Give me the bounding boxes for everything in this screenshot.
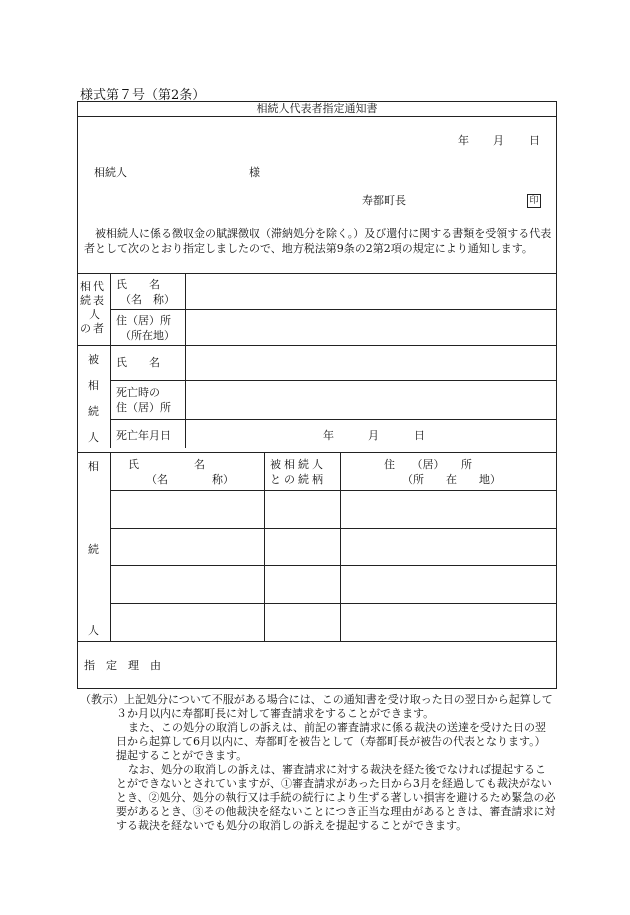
rep-name-label: 氏 名	[116, 278, 160, 291]
form-number: 様式第７号（第2条）	[80, 88, 206, 103]
deceased-bottom-line	[77, 452, 557, 453]
heirs-row-line-3	[110, 603, 557, 604]
notice-paragraph-3: なお、処分の取消しの訴えは、審査請求に対する裁決を経た後でなければ提起することができないとされていますが、①審査請求があった日から3月を経過しても裁決がないとき、②処分、処分の執行又は手続の続行により生ずる著しい損害を避けるため緊急の必要があるとき、③その他裁決を経ないことにつき正当な理由があるときは、審査請求に対する裁決を経ないでも処分の取消しの訴えを提起することができます。	[116, 763, 556, 832]
issuer-name: 寿都町長	[362, 194, 406, 207]
heirs-row-line-1	[110, 528, 557, 529]
rep-side-label-4: の者	[80, 322, 106, 335]
appeal-notice	[80, 693, 556, 833]
heirs-rel-col-line	[340, 452, 341, 641]
death-date-month: 月	[368, 429, 379, 442]
document-title: 相続人代表者指定通知書	[256, 102, 378, 115]
heirs-bottom-line	[77, 641, 557, 642]
rep-side-label-1: 相代	[80, 280, 106, 293]
date-month: 月	[493, 134, 504, 147]
rep-bottom-line	[77, 345, 557, 346]
heirs-left-col-line	[110, 452, 111, 641]
heirs-side-char-1: 相	[88, 460, 99, 473]
date-day: 日	[529, 134, 540, 147]
deceased-address-label-2: 住（居）所	[116, 401, 171, 414]
heirs-row-line-2	[110, 565, 557, 566]
designation-reason-label: 指 定 理 由	[84, 659, 161, 672]
addressee-honorific: 様	[249, 166, 260, 179]
death-date-year: 年	[323, 429, 334, 442]
left-col-line	[110, 273, 111, 448]
heirs-col-address-sub: （所 在 地）	[402, 473, 501, 486]
rep-name-sub: （名 称）	[120, 293, 175, 306]
heirs-side-char-2: 続	[88, 543, 99, 556]
rep-address-label: 住（居）所	[116, 314, 171, 327]
heirs-col-name: 氏 名	[128, 458, 205, 471]
intro-paragraph: 被相続人に係る徴収金の賦課徴収（滞納処分を除く。）及び還付に関する書類を受領する代表者として次のとおり指定しましたので、地方税法第9条の2第2項の規定により通知します。	[84, 227, 552, 255]
death-date-label: 死亡年月日	[116, 429, 171, 442]
heirs-header-line	[110, 490, 557, 491]
rep-top-line	[77, 273, 557, 274]
date-year: 年	[458, 134, 469, 147]
deceased-side-char-2: 相	[88, 379, 99, 392]
rep-side-label-3: 人	[89, 308, 100, 321]
heirs-col-address: 住 （居） 所	[384, 458, 472, 471]
notice-paragraph-2: また、この処分の取消しの訴えは、前記の審査請求に係る裁決の送達を受けた日の翌日から起算して6月以内に、寿都町を被告として（寿都町長が被告の代表となります。）提起することができます。	[116, 721, 546, 762]
deceased-side-char-1: 被	[88, 353, 99, 366]
heirs-col-name-sub: （名 称）	[146, 473, 234, 486]
label-col-line	[185, 273, 186, 448]
deceased-addr-line	[110, 419, 557, 420]
seal-mark: 印	[527, 194, 541, 208]
notice-prefix: （教示）	[80, 693, 124, 706]
deceased-side-char-4: 人	[88, 431, 99, 444]
heirs-name-col-line	[264, 452, 265, 641]
deceased-side-char-3: 続	[88, 405, 99, 418]
rep-address-sub: （所在地）	[120, 329, 175, 342]
addressee-label: 相続人	[94, 166, 127, 179]
deceased-address-label: 死亡時の	[116, 386, 160, 399]
heirs-col-relationship-sub: との続柄	[270, 473, 326, 486]
notice-paragraph-1: 上記処分について不服がある場合には、この通知書を受け取った日の翌日から起算して３か月以内に寿都町長に対して審査請求をすることができます。	[116, 693, 553, 720]
title-row-line	[77, 116, 557, 117]
deceased-name-label: 氏 名	[116, 356, 160, 369]
rep-mid-line	[110, 309, 557, 310]
death-date-day: 日	[414, 429, 425, 442]
heirs-side-char-3: 人	[88, 624, 99, 637]
rep-side-label-2: 続表	[80, 294, 106, 307]
heirs-col-relationship: 被相続人	[270, 458, 326, 471]
deceased-name-line	[110, 380, 557, 381]
